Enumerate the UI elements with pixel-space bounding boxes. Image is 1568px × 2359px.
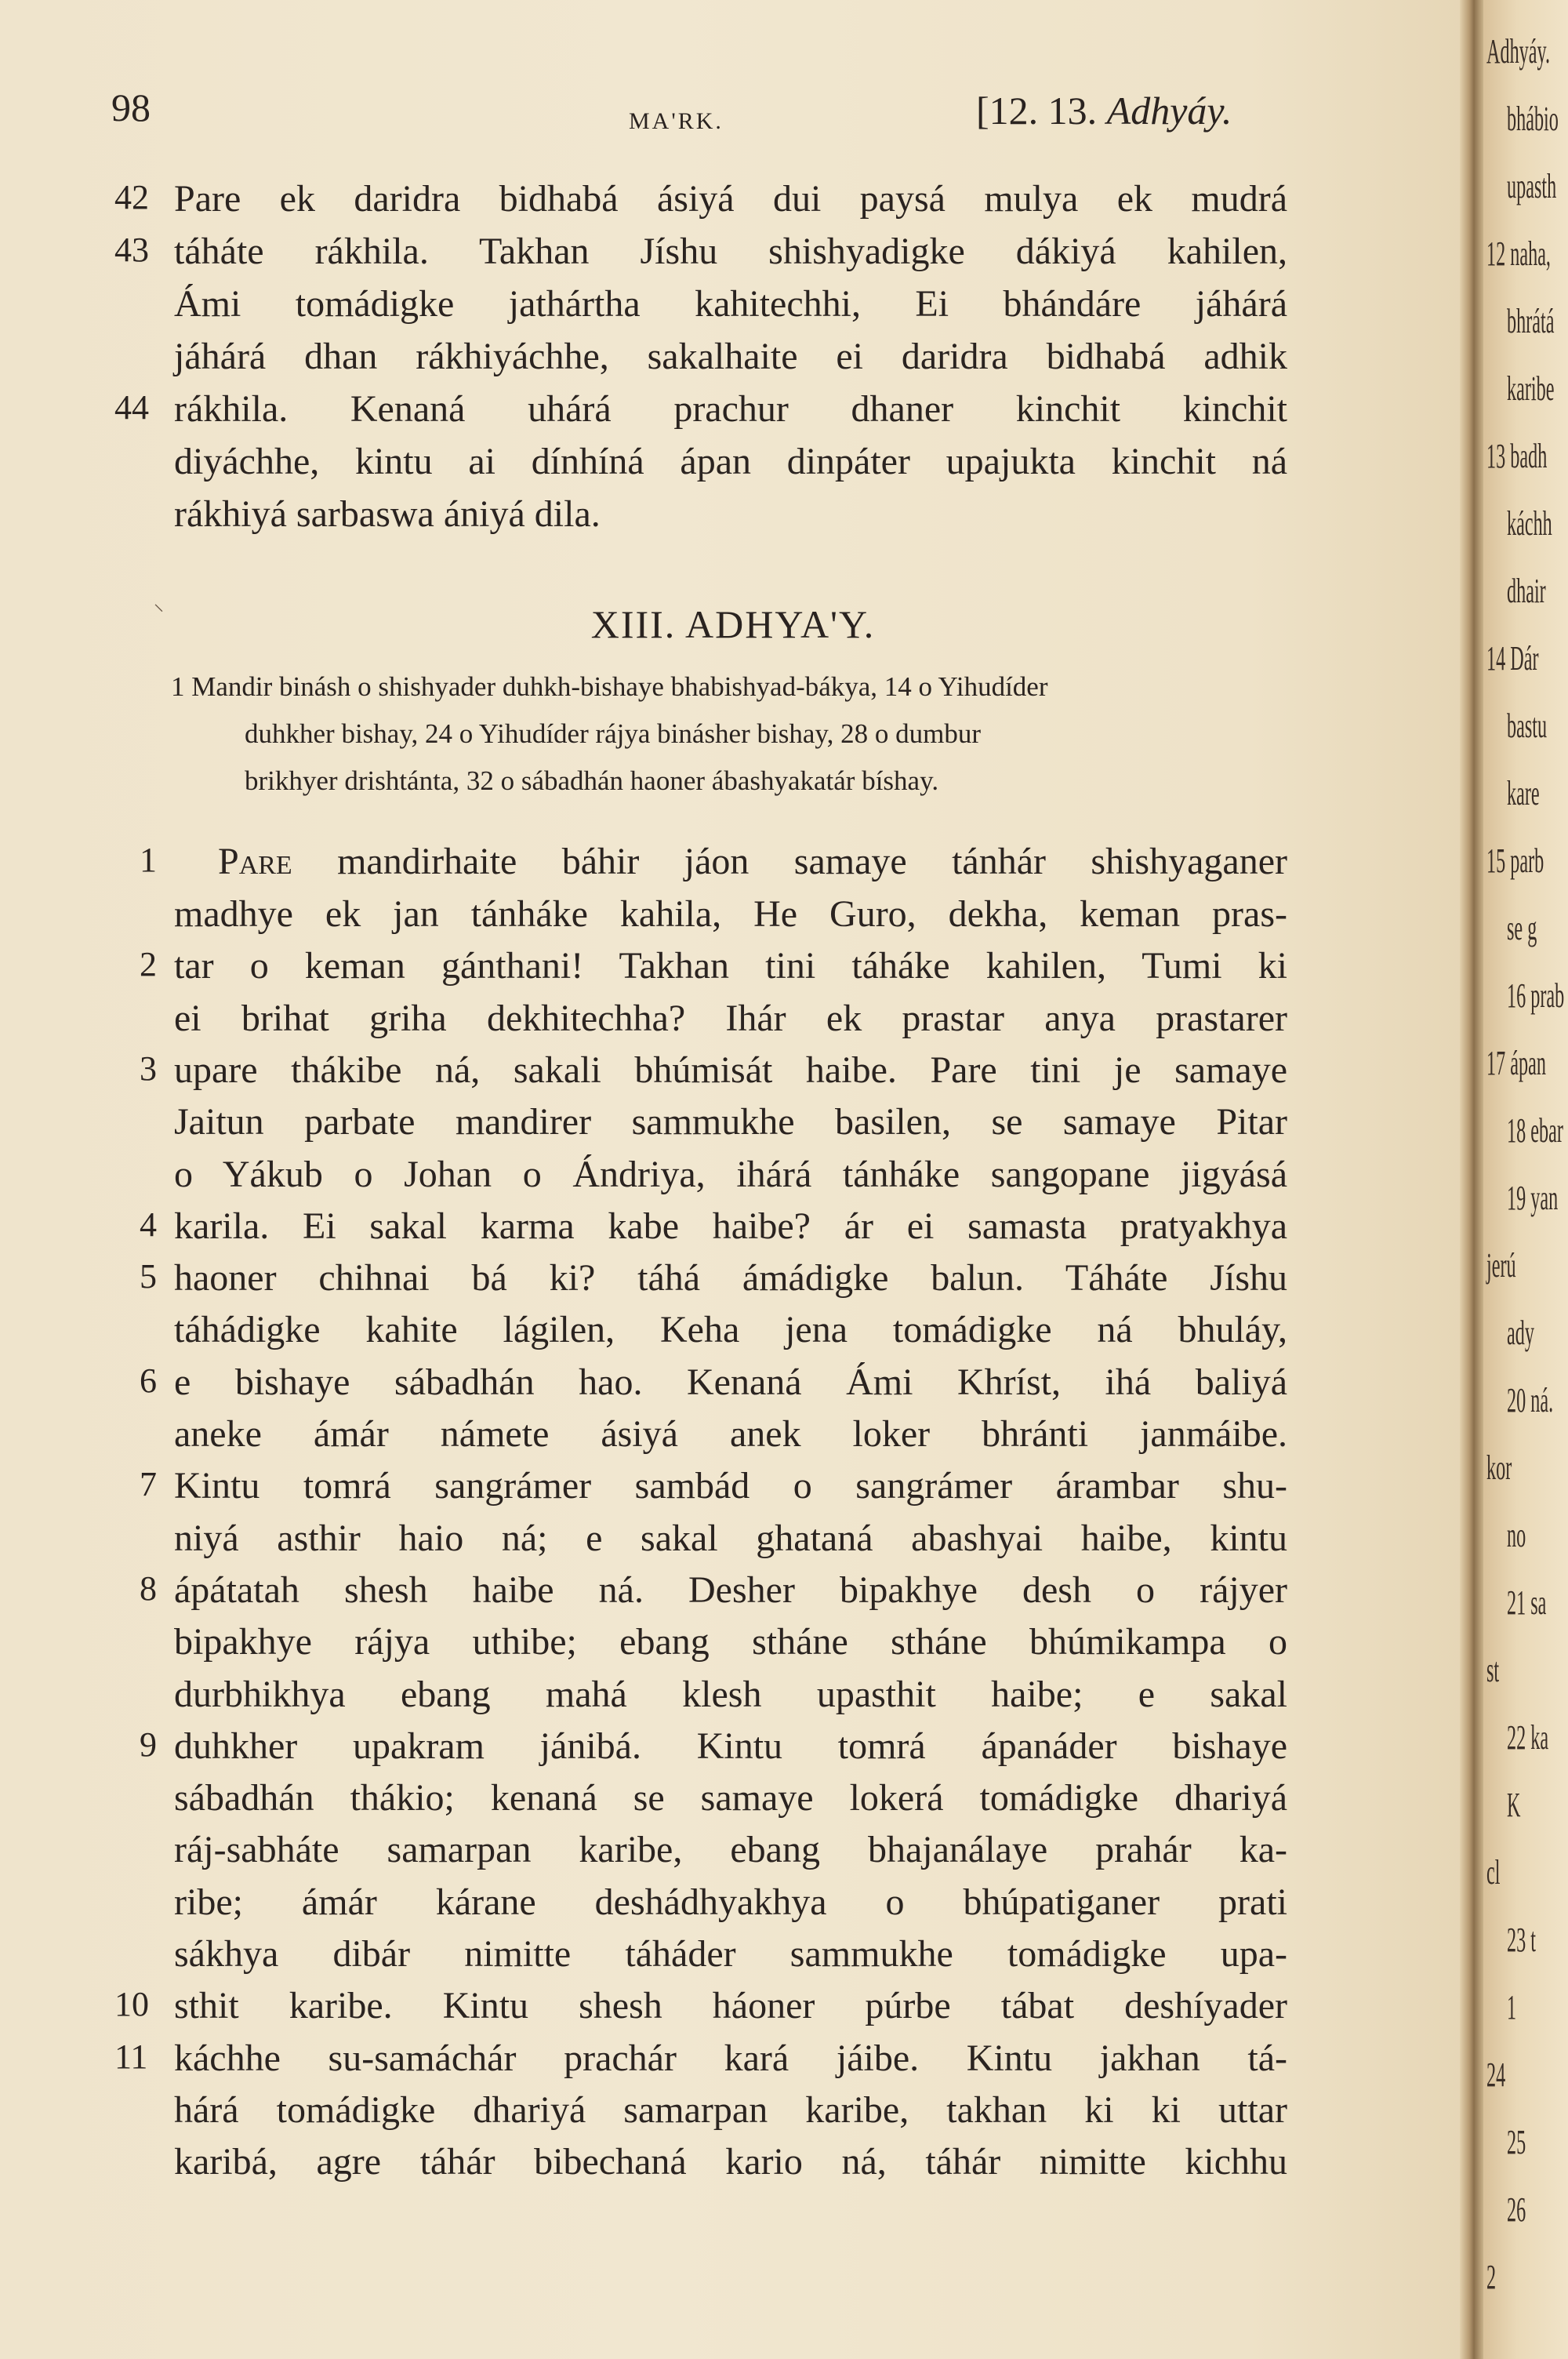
facing-page-fragment: se g	[1507, 909, 1537, 947]
facing-page-fragment: upasth	[1507, 167, 1557, 205]
verse-number: 3	[140, 1049, 157, 1088]
facing-page-fragment: 13 badh	[1486, 437, 1548, 475]
verse-line: e bishaye sábadhán hao. Kenaná Ámi Khríst, ihá baliyá	[174, 1361, 1287, 1403]
verse-number: 8	[140, 1568, 157, 1608]
verse-line: Ámi tomádigke jathártha kahitechhi, Ei bhándáre jáhárá	[174, 283, 1287, 325]
facing-page-fragment: káchh	[1507, 504, 1552, 543]
verse-number: 6	[140, 1361, 157, 1400]
facing-page-fragment: 25	[1507, 2123, 1526, 2161]
verse-line: karibá, agre táhár bibechaná kario ná, táhár nimitte kichhu	[174, 2141, 1287, 2183]
summary-line: brikhyer drishtánta, 32 o sábadhán haoner ábashyakatár bíshay.	[245, 765, 939, 796]
facing-page-fragment: kor	[1486, 1448, 1512, 1487]
verse-line: ápátatah shesh haibe ná. Desher bipakhye desh o rájyer	[174, 1568, 1287, 1611]
verse-number: 11	[114, 2037, 148, 2076]
margin-mark: ⸜	[154, 592, 165, 615]
verse-line: tar o keman gánthani! Takhan tini táháke kahilen, Tumi ki	[174, 945, 1287, 987]
drop-word: Pare	[218, 841, 292, 882]
verse-number: 2	[140, 945, 157, 984]
verse-line: ráj-sabháte samarpan karibe, ebang bhajanálaye prahár ka-	[174, 1829, 1287, 1871]
verse-number: 44	[114, 388, 149, 427]
facing-page-fragment: K	[1507, 1786, 1521, 1824]
chapter-title: XIII. ADHYA'Y.	[590, 602, 876, 646]
verse-number: 10	[114, 1985, 149, 2024]
verse-line: jáhárá dhan rákhiyáchhe, sakalhaite ei daridra bidhabá adhik	[174, 336, 1287, 377]
verse-line: rákhiyá sarbaswa ániyá dila.	[174, 493, 601, 535]
verse-number: 1	[140, 841, 157, 879]
verse-number: 9	[140, 1725, 157, 1764]
verse-line: haoner chihnai bá ki? táhá ámádigke balun. Táháte Jíshu	[174, 1257, 1287, 1299]
facing-page-fragment: 2	[1486, 2258, 1497, 2296]
facing-page-fragment: 21 sa	[1507, 1583, 1547, 1622]
verse-line: aneke ámár námete ásiyá anek loker bhránti janmáibe.	[174, 1413, 1287, 1455]
facing-page-edge	[1483, 0, 1568, 2359]
facing-page-fragment: karibe	[1507, 369, 1555, 408]
verse-line: madhye ek jan tánháke kahila, He Guro, dekha, keman pras-	[174, 893, 1287, 935]
verse-line: karila. Ei sakal karma kabe haibe? ár ei samasta pratyakhya	[174, 1205, 1287, 1247]
facing-page-fragment: 24	[1486, 2055, 1506, 2094]
summary-line: duhkher bishay, 24 o Yihudíder rájya binásher bishay, 28 o dumbur	[245, 718, 981, 749]
facing-page-fragment: kare	[1507, 774, 1540, 812]
summary-line: 1 Mandir binásh o shishyader duhkh-bishaye bhabishyad-bákya, 14 o Yihudíder	[171, 671, 1048, 702]
facing-page-fragment: bhábio	[1507, 100, 1559, 138]
verse-number: 43	[114, 231, 149, 269]
verse-line: ei brihat griha dekhitechha? Ihár ek prastar anya prastarer	[174, 997, 1287, 1039]
verse-number: 42	[114, 178, 149, 216]
facing-page-fragment: 20 ná.	[1507, 1381, 1554, 1419]
facing-page-fragment: no	[1507, 1516, 1526, 1554]
facing-page-fragment: 23 t	[1507, 1921, 1536, 1959]
verse-line: ribe; ámár kárane deshádhyakhya o bhúpatiganer prati	[174, 1881, 1287, 1923]
facing-page-fragment: 16 prab	[1507, 976, 1565, 1015]
running-title: MA'RK.	[629, 108, 724, 134]
verse-number: 4	[140, 1205, 157, 1244]
verse-line: durbhikhya ebang mahá klesh upasthit haibe; e sakal	[174, 1673, 1287, 1715]
verse-line: niyá asthir haio ná; e sakal ghataná abashyai haibe, kintu	[174, 1517, 1287, 1559]
verse-line: Jaitun parbate mandirer sammukhe basilen, se samaye Pitar	[174, 1101, 1287, 1143]
facing-page-fragment: bhrátá	[1507, 302, 1555, 340]
verse-line: sákhya dibár nimitte táháder sammukhe tomádigke upa-	[174, 1933, 1287, 1975]
verse-line: diyáchhe, kintu ai dínhíná ápan dinpáter upajukta kinchit ná	[174, 441, 1287, 482]
facing-page-fragment: ady	[1507, 1314, 1534, 1352]
facing-page-fragment: Adhyáy.	[1486, 32, 1551, 71]
book-gutter	[1460, 0, 1483, 2359]
facing-page-fragment: 26	[1507, 2190, 1526, 2229]
verse-line: Kintu tomrá sangrámer sambád o sangrámer árambar shu-	[174, 1465, 1287, 1507]
facing-page-fragment: 19 yan	[1507, 1179, 1559, 1217]
verse-line: Pare mandirhaite báhir jáon samaye tánhár shishyaganer	[218, 841, 1287, 882]
verse-line: bipakhye rájya uthibe; ebang stháne stháne bhúmikampa o	[174, 1621, 1287, 1663]
verse-line: sthit karibe. Kintu shesh háoner púrbe tábat deshíyader	[174, 1985, 1287, 2027]
verse-line: Pare ek daridra bidhabá ásiyá dui paysá mulya ek mudrá	[174, 178, 1287, 220]
verse-number: 7	[140, 1465, 157, 1504]
facing-page-fragment: cl	[1486, 1853, 1501, 1892]
verse-line: káchhe su-samáchár prachár kará jáibe. Kintu jakhan tá-	[174, 2037, 1287, 2079]
verse-line: upare thákibe ná, sakali bhúmisát haibe. Pare tini je samaye	[174, 1049, 1287, 1091]
verse-line: táháte rákhila. Takhan Jíshu shishyadigke dákiyá kahilen,	[174, 231, 1287, 272]
chapter-reference: [12. 13. Adhyáy.	[976, 89, 1232, 133]
facing-page-fragment: bastu	[1507, 707, 1548, 745]
facing-page-fragment: 15 parb	[1486, 841, 1544, 880]
facing-page-fragment: 1	[1507, 1988, 1517, 2026]
facing-page-fragment: jerú	[1486, 1246, 1516, 1285]
facing-page-fragment: st	[1486, 1651, 1500, 1689]
verse-line: o Yákub o Johan o Ándriya, ihárá tánháke sangopane jigyásá	[174, 1153, 1287, 1195]
verse-line: rákhila. Kenaná uhárá prachur dhaner kinchit kinchit	[174, 388, 1287, 430]
verse-line: hárá tomádigke dhariyá samarpan karibe, takhan ki ki uttar	[174, 2088, 1287, 2131]
facing-page-fragment: 12 naha,	[1486, 234, 1551, 273]
facing-page-fragment: 22 ka	[1507, 1718, 1549, 1757]
facing-page-fragment: 18 ebar	[1507, 1111, 1563, 1150]
page-number: 98	[111, 85, 151, 129]
facing-page-fragment: 14 Dár	[1486, 639, 1539, 678]
verse-line: táhádigke kahite lágilen, Keha jena tomádigke ná bhuláy,	[174, 1309, 1287, 1351]
verse-line: sábadhán thákio; kenaná se samaye lokerá tomádigke dhariyá	[174, 1777, 1287, 1819]
facing-page-fragment: dhair	[1507, 572, 1546, 610]
facing-page-fragment: 17 ápan	[1486, 1044, 1546, 1082]
verse-number: 5	[140, 1257, 157, 1296]
verse-line: duhkher upakram jánibá. Kintu tomrá ápanáder bishaye	[174, 1725, 1287, 1767]
